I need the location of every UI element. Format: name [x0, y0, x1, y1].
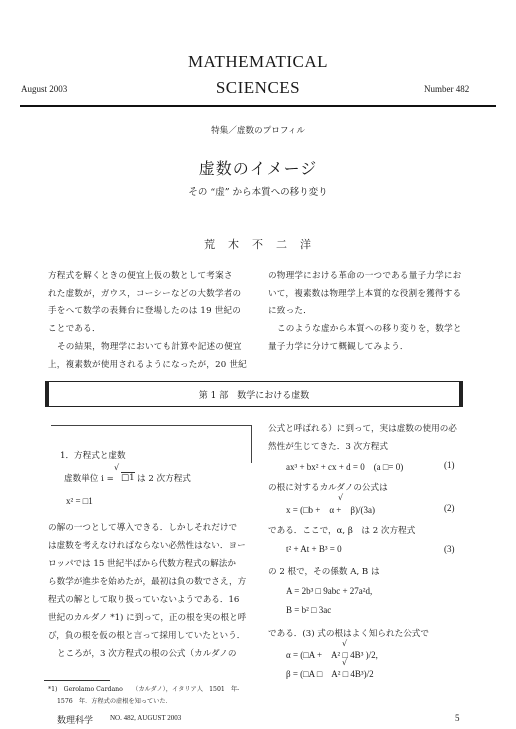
equation-2: x = (□b + α + β)/(3a)	[286, 505, 375, 515]
intro-right-line: 量子力学に分けて概観してみよう．	[268, 341, 409, 352]
equation-4b: B = b² □ 3ac	[286, 605, 332, 615]
footnote-line-1: *1) Gerolamo Cardano （カルダノ），イタリア人 1501 年-	[48, 686, 240, 693]
issue-number: Number 482	[424, 84, 470, 94]
right-body-line: である．(3) 式の根はよく知られた公式で	[268, 629, 429, 639]
left-body-line: 程式の解として取り扱っていないようである．16	[48, 595, 240, 605]
part-header-label: 第 1 部 数学における虚数	[198, 390, 310, 401]
left-body-line: ら数学が進歩を始めたが，最初は負の数でさえ，方	[48, 577, 247, 587]
equation-3: t² + At + B³ = 0	[286, 544, 342, 554]
equation-x-squared: x² = □1	[66, 496, 93, 506]
issue-date: August 2003	[21, 84, 68, 94]
imaginary-unit-text-pre: 虚数単位 i =	[64, 474, 114, 484]
intro-right-column	[268, 268, 482, 357]
sqrt-sign: √	[342, 639, 348, 648]
equation-3-number: (3)	[444, 544, 455, 554]
part-header	[45, 381, 463, 407]
sqrt-sign: √	[342, 658, 348, 667]
right-body-line: の根に対するカルダノの公式は	[268, 483, 388, 493]
equation-5a: α = (□A + A² □ 4B³ )/2,	[286, 650, 378, 660]
author-name: 荒 木 不 二 洋	[204, 238, 312, 251]
left-body-line: は虚数を考えなければならない必然性はない．ヨー	[48, 541, 246, 551]
intro-left-line: れた虚数が，ガウス，コーシーなどの大数学者の	[48, 288, 242, 299]
intro-left-column	[48, 268, 256, 374]
equation-1-number: (1)	[444, 460, 455, 470]
right-body-line: である．ここで，α, β は 2 次方程式	[268, 526, 416, 536]
equation-1: ax³ + bx² + cx + d = 0 (a □= 0)	[286, 462, 404, 472]
footnote-rule	[44, 680, 110, 681]
intro-left-line: その結果，物理学においても計算や記述の便宜	[57, 341, 242, 352]
article-subtitle: その “虚” から本質への移り変り	[188, 187, 328, 198]
feature-label: 特集／虚数のプロフィル	[211, 126, 305, 136]
article-title: 虚数のイメージ	[198, 159, 318, 178]
left-body-line: の解の一つとして導入できる．しかしそれだけで	[48, 523, 238, 533]
left-body-line: 世紀のカルダノ *1) に到って，正の根を実の根と呼	[48, 613, 247, 623]
sqrt-sign: √	[114, 463, 120, 472]
cube-root-sign: √	[338, 493, 344, 502]
footer-issue: NO. 482, AUGUST 2003	[110, 714, 182, 722]
intro-right-line: いて，複素数は物理学上本質的な役割を獲得する	[268, 288, 462, 299]
header-rule	[20, 105, 496, 107]
intro-left-line: ことである．	[48, 324, 101, 335]
imaginary-unit-text-post: は 2 次方程式	[137, 474, 191, 484]
right-body-line: 然性が生じてきた．3 次方程式	[268, 442, 388, 452]
left-body-line: ロッパでは 15 世紀半ばから代数方程式の解法か	[48, 559, 236, 569]
intro-left-line: 上，複素数が使用されるようになったが，20 世紀	[48, 359, 247, 370]
footer-journal: 数理科学	[57, 716, 94, 726]
intro-right-line: の物理学における革命の一つである量子力学にお	[268, 271, 462, 281]
equation-5b: β = (□A □ A² □ 4B³)/2	[286, 669, 374, 679]
equation-4a: A = 2b³ □ 9abc + 27a²d,	[286, 586, 373, 596]
intro-left-line: 方程式を解くときの便宜上仮の数として考案さ	[48, 271, 233, 281]
left-body-line: ところが，3 次方程式の根の公式（カルダノの	[57, 649, 237, 659]
masthead-line-2: SCIENCES	[215, 78, 301, 97]
intro-right-line: に致った．	[268, 306, 312, 317]
sqrt-radicand: □1	[121, 473, 135, 483]
left-body-line: び，負の根を仮の根と言って採用していたという．	[48, 631, 246, 641]
masthead-line-1: MATHEMATICAL	[187, 52, 329, 71]
intro-right-line: このような虚から本質への移り変りを，数学と	[277, 324, 462, 335]
intro-left-line: 手をへて数学の表舞台に登場したのは 19 世紀の	[48, 306, 242, 317]
footnote-line-2: 1576 年．方程式の虚根を知っていた．	[57, 698, 172, 705]
right-body-line: 公式と呼ばれる）に到って，実は虚数の使用の必	[268, 424, 457, 434]
right-body-line: の 2 根で，その係数 A, B は	[268, 567, 380, 577]
equation-2-number: (2)	[444, 503, 455, 513]
section-title: 1．方程式と虚数	[60, 451, 126, 461]
page-number: 5	[455, 713, 460, 723]
